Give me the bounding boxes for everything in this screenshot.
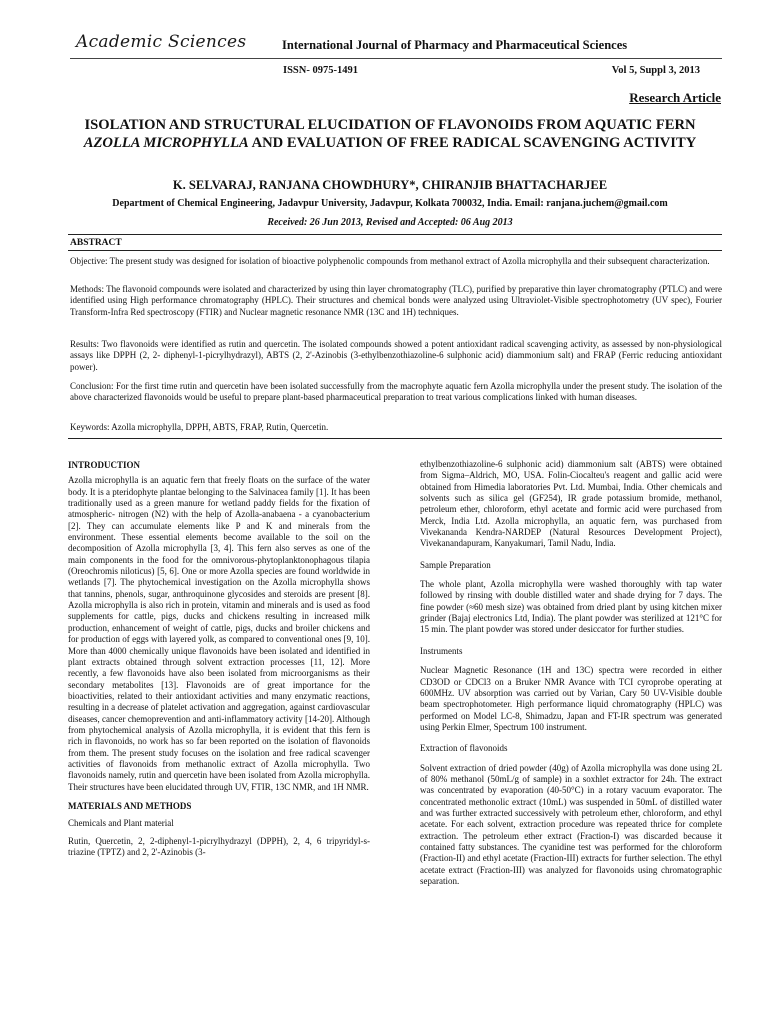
title-text-1: ISOLATION AND STRUCTURAL ELUCIDATION OF FLAVONOIDS FROM AQUATIC FERN [84, 117, 696, 133]
chemicals-text-continued: ethylbenzothiazoline-6 sulphonic acid) diammonium salt (ABTS) were obtained from Sigma–Aldrich, MO, USA. Folin-Ciocalteu's reagent and gallic acid were obtained from Himedia laboratories Pvt. Ltd. Mumbai, India. Other chemicals and solvents such as silica gel (GF254), IR grade potassium bromide, methanol, petroleum ether, chloroform, ethyl acetate and formic acid were purchased from Merck, India Ltd. Azolla microphylla, an aquatic fern, was purchased from Vivekananda Kendra-NARDEP (Natural Resources Development Project), Vivekanandapuram, Kanyakumari, Tamil Nadu, India. [420, 459, 722, 549]
abstract-results: Results: Two flavonoids were identified as rutin and quercetin. The isolated compounds showed a potent antioxidant radical scavenging activity, as assessed by non-physiological assays like DPPH (2, 2- diphenyl-1-picrylhydrazyl), ABTS (2, 2'-Azinobis (3-ethylbenzothiazoline-6 sulphonic acid) diammonium salt) and FRAP (Ferric reducing antioxidant power). [70, 339, 722, 372]
materials-methods-heading: MATERIALS AND METHODS [68, 800, 192, 811]
abstract-bottom-rule [68, 438, 722, 439]
authors: K. SELVARAJ, RANJANA CHOWDHURY*, CHIRANJIB BHATTACHARJEE [172, 178, 608, 192]
title-text-2: AND EVALUATION OF FREE RADICAL SCAVENGING ACTIVITY [248, 135, 697, 151]
abstract-heading: ABSTRACT [70, 238, 122, 248]
abstract-objective: Objective: The present study was designed for isolation of bioactive polyphenolic compounds from methanol extract of Azolla microphylla and their subsequent characterization. [70, 256, 710, 266]
abstract-methods: Methods: The flavonoid compounds were isolated and characterized by using thin layer chromatography (TLC), purified by preparative thin layer chromatography (PTLC) and were identified using High performance chromatography (HPLC). Their structures and chemical bonds were analyzed using Ultraviolet-Visible spectrophotometry (UV spec), Fourier Transform-Infra Red spectroscopy (FTIR) and Nuclear magnetic resonance NMR (13C and 1H) techniques. [70, 284, 722, 317]
right-column [420, 459, 722, 887]
introduction-text: Azolla microphylla is an aquatic fern that freely floats on the surface of the water body. It is a pteridophyte plantae belonging to the Salvinacea family [1]. It has been traditionally used as a green manure for wetland paddy fields for the fixation of atmospheric- nitrogen (N2) with the help of Azolla-anabaena - a cyanobacterium [2]. They can accumulate elements like P and K and minerals from the environment. These essential elements become available to the soil on the decomposition of Azolla microphylla [3, 4]. This fern also serves as one of the main components in the food for the omnivorous-phytoplanktonophagous tilapia (Oreochromis niloticus) [5, 6]. One or more Azolla species are found worldwide in wetlands [7]. The phytochemical investigation on the Azolla microphylla shows that tannins, phenols, sugar, anthroquinone glycosides and steroids are present [8]. Azolla microphylla is also rich in protein, vitamin and minerals and is used as food supplements for cattle, pigs, ducks and chickens resulting in increased milk production, enhancement of weight of cattle, pigs, ducks and broiler chickens and for production of eggs with layered yolk, as compared to conventional ones [9, 10]. More than 4000 chemically unique flavonoids have been isolated and identified in plant extracts obtained through solvent extraction processes [11, 12]. More recently, a few flavonoids have also been isolated from microorganisms as their secondary metabolites [13]. Flavonoids are of great importance for the bioactivities, related to their antioxidant activities and many enzymatic reactions, resulting in a decrease of platelet activation and aggregation, against cardiovascular diseases, cancer chemoprevention and anti-inflammatory activity [14-20]. Although from phytochemical analysis of Azolla microphylla, it is evident that this fern is rich in flavonoids, no work has so far been reported on the isolation of flavonoids from them. The present study focuses on the isolation and free radical scavenger activities of flavonoids from methanolic extract of Azolla microphylla. Two flavonoids namely, rutin and quercetin have been isolated from Azolla microphylla. Their structures have been elucidated through UV, FTIR, 13C NMR, and 1H NMR. [68, 475, 370, 792]
extraction-heading: Extraction of flavonoids [420, 743, 508, 754]
extraction-text: Solvent extraction of dried powder (40g) of Azolla microphylla was done using 2L of 80% methanol (50mL/g of sample) in a soxhlet extractor for 24h. The extract was concentrated by evaporation (40-50°C) in a rotary vacuum evaporator. The concentrated methonolic extract (10mL) was suspended in 50mL of distilled water and was further extracted successively with petroleum ether, chloroform, and ethyl acetate. For each solvent, extraction procedure was repeated thrice for complete extraction. The petroleum ether extract (Fraction-I) was discarded because it contained fatty substances. The cyanidine test was performed for the chloroform (Fraction-II) and ethyl acetate (Fraction-III) extracts for further selection. The ethyl acetate extract (Fraction-III) was analyzed for flavonoids using chromatographic separation. [420, 762, 722, 886]
abstract-conclusion: Conclusion: For the first time rutin and quercetin have been isolated successfully from the macrophyte aquatic fern Azolla microphylla under the present study. The isolation of the above characterized flavonoids would be useful to prepare plant-based pharmaceutical preparation to treat various complications linked with human diseases. [70, 381, 722, 403]
sample-preparation-text: The whole plant, Azolla microphylla were washed thoroughly with tap water followed by rinsing with double distilled water and shade drying for 7 days. The fine powder (≈60 mesh size) was obtained from dried plant by using kitchen mixer grinder (Bajaj electronics Ltd, India). The plant powder was sterilized at 121°C for 15 min. The plant powder was stored under desiccator for further studies. [420, 579, 722, 635]
left-column [68, 460, 370, 858]
instruments-heading: Instruments [420, 645, 463, 656]
sample-preparation-heading: Sample Preparation [420, 559, 491, 570]
instruments-text: Nuclear Magnetic Resonance (1H and 13C) spectra were recorded in either CD3OD or CDCl3 on a Bruker NMR Avance with TCI cyroprobe operating at 600MHz. UV absorption was carried out by Varian, Cary 50 UV-Visible double beam spectrophotometer. High performance liquid chromatography (HPLC) was performed on Model LC-8, Shimadzu, Japan and FT-IR spectrum was generated using Perkin Elmer, Spectrum 100 instrument. [420, 665, 722, 732]
title-species: AZOLLA MICROPHYLLA [83, 135, 249, 151]
introduction-heading: INTRODUCTION [68, 460, 141, 470]
received-dates: Received: 26 Jun 2013, Revised and Accepted: 06 Aug 2013 [267, 217, 513, 228]
volume-info: Vol 5, Suppl 3, 2013 [611, 65, 700, 76]
keywords: Keywords: Azolla microphylla, DPPH, ABTS, FRAP, Rutin, Quercetin. [70, 422, 329, 432]
publisher-logo: Academic Sciences [76, 32, 247, 52]
abstract-top-rule [68, 234, 722, 235]
journal-name: International Journal of Pharmacy and Pharmaceutical Sciences [282, 38, 628, 52]
article-type: Research Article [629, 90, 721, 105]
affiliation: Department of Chemical Engineering, Jadavpur University, Jadavpur, Kolkata 700032, India. Email: ranjana.juchem@gmail.com [112, 198, 668, 209]
issn: ISSN- 0975-1491 [283, 65, 358, 76]
abstract-heading-rule [68, 250, 722, 251]
chemicals-heading: Chemicals and Plant material [68, 818, 174, 829]
chemicals-text: Rutin, Quercetin, 2, 2-diphenyl-1-picrylhydrazyl (DPPH), 2, 4, 6 tripyridyl-s-triazine (TPTZ) and 2, 2'-Azinobis (3- [68, 835, 370, 857]
header-divider [70, 58, 722, 59]
paper-title [60, 116, 720, 152]
